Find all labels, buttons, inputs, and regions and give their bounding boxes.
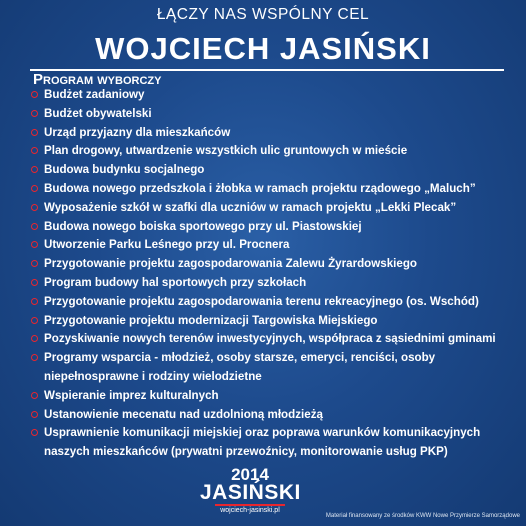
list-item-text: Plan drogowy, utwardzenie wszystkich ulic gruntowych w mieście bbox=[44, 144, 408, 158]
list-item bbox=[30, 105, 520, 124]
list-item-text: Przygotowanie projektu zagospodarowania Zalewu Żyrardowskiego bbox=[44, 257, 418, 271]
list-item-text: Programy wsparcia - młodzież, osoby starsze, emeryci, renciści, osoby niepełnosprawne i rodziny wielodzietne bbox=[44, 351, 436, 383]
list-item bbox=[30, 387, 520, 406]
list-item-text: Utworzenie Parku Leśnego przy ul. Procnera bbox=[44, 238, 290, 252]
logo-url: wojciech-jasinski.pl bbox=[220, 507, 280, 514]
list-item-text: Budowa nowego boiska sportowego przy ul. Piastowskiej bbox=[44, 219, 362, 233]
circle-bullet-icon bbox=[31, 110, 38, 117]
circle-bullet-icon bbox=[31, 298, 38, 305]
list-item-text: Wspieranie imprez kulturalnych bbox=[44, 388, 219, 402]
list-item-text: Budżet obywatelski bbox=[44, 106, 152, 120]
tagline: ŁĄCZY NAS WSPÓLNY CEL bbox=[156, 6, 370, 23]
list-item bbox=[30, 161, 520, 180]
circle-bullet-icon bbox=[31, 241, 38, 248]
circle-bullet-icon bbox=[31, 354, 38, 361]
list-item-text: Budowa budynku socjalnego bbox=[44, 163, 205, 177]
circle-bullet-icon bbox=[31, 204, 38, 211]
logo-year: 2014 bbox=[231, 465, 269, 484]
circle-bullet-icon bbox=[31, 223, 38, 230]
list-item-text: Urząd przyjazny dla mieszkańców bbox=[44, 125, 231, 139]
logo-underline bbox=[215, 504, 285, 506]
list-item bbox=[30, 255, 520, 274]
circle-bullet-icon bbox=[31, 185, 38, 192]
list-item-text: Przygotowanie projektu zagospodarowania terenu rekreacyjnego (os. Wschód) bbox=[44, 294, 479, 308]
list-item-text: Pozyskiwanie nowych terenów inwestycyjnych, współpraca z sąsiednimi gminami bbox=[44, 332, 496, 346]
program-title: Program wyborczy bbox=[33, 71, 162, 88]
list-item bbox=[30, 293, 520, 312]
list-item-text: Ustanowienie mecenatu nad uzdolnioną młodzieżą bbox=[44, 407, 323, 421]
list-item bbox=[30, 424, 520, 462]
list-item bbox=[30, 349, 520, 387]
list-item-text: Budżet zadaniowy bbox=[44, 88, 145, 101]
circle-bullet-icon bbox=[31, 392, 38, 399]
list-item bbox=[30, 218, 520, 237]
circle-bullet-icon bbox=[31, 129, 38, 136]
campaign-logo bbox=[200, 466, 300, 514]
circle-bullet-icon bbox=[31, 147, 38, 154]
list-item bbox=[30, 236, 520, 255]
list-item bbox=[30, 312, 520, 331]
circle-bullet-icon bbox=[31, 317, 38, 324]
list-item-text: Przygotowanie projektu modernizacji Targowiska Miejskiego bbox=[44, 313, 378, 327]
list-item bbox=[30, 406, 520, 425]
list-item-text: Program budowy hal sportowych przy szkołach bbox=[44, 275, 307, 289]
logo-name: JASIŃSKI bbox=[200, 481, 301, 504]
circle-bullet-icon bbox=[31, 335, 38, 342]
list-item-text: Budowa nowego przedszkola i żłobka w ramach projektu rządowego „Maluch” bbox=[44, 181, 476, 195]
candidate-name: WOJCIECH JASIŃSKI bbox=[95, 31, 431, 66]
list-item-text: Wyposażenie szkół w szafki dla uczniów w ramach projektu „Lekki Plecak” bbox=[44, 200, 457, 214]
list-item bbox=[30, 142, 520, 161]
list-item bbox=[30, 124, 520, 143]
list-item bbox=[30, 86, 520, 105]
circle-bullet-icon bbox=[31, 260, 38, 267]
circle-bullet-icon bbox=[31, 279, 38, 286]
list-item-text: Usprawnienie komunikacji miejskiej oraz poprawa warunków komunikacyjnych naszych mieszkańców (prywatni przewoźnicy, monitorowanie usług PKP) bbox=[44, 426, 481, 459]
program-list bbox=[30, 86, 520, 462]
circle-bullet-icon bbox=[31, 429, 38, 436]
list-item bbox=[30, 274, 520, 293]
circle-bullet-icon bbox=[31, 411, 38, 418]
funding-note: Materiał finansowany ze środków KWW Nowe Przymierze Samorządowe bbox=[325, 513, 520, 519]
list-item bbox=[30, 199, 520, 218]
circle-bullet-icon bbox=[31, 91, 38, 98]
circle-bullet-icon bbox=[31, 166, 38, 173]
list-item bbox=[30, 330, 520, 349]
list-item bbox=[30, 180, 520, 199]
